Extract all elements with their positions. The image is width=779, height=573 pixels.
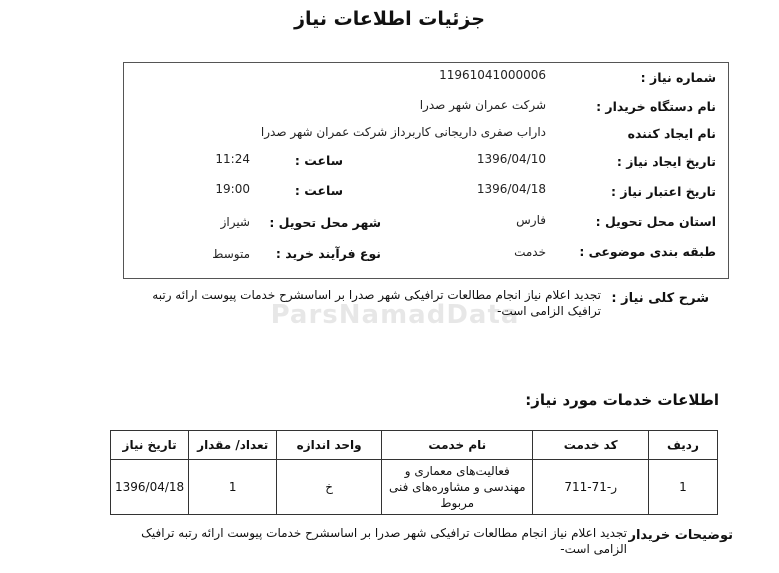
cell-quantity: 1 xyxy=(189,460,277,515)
cell-need-date: 1396/04/18 xyxy=(111,460,189,515)
valid-date-value: 1396/04/18 xyxy=(476,182,546,196)
need-number-label: شماره نیاز : xyxy=(640,70,716,85)
process-value: متوسط xyxy=(212,247,250,261)
created-time-label: ساعت : xyxy=(294,153,343,168)
description-label: شرح کلی نیاز : xyxy=(611,291,709,306)
category-value: خدمت xyxy=(514,245,546,259)
buyer-org-value: شرکت عمران شهر صدرا xyxy=(419,98,546,112)
services-header-row xyxy=(111,431,718,460)
valid-date-label: تاریخ اعتبار نیاز : xyxy=(611,184,716,199)
page-title: جزئیات اطلاعات نیاز xyxy=(294,8,485,30)
services-table xyxy=(110,430,718,515)
buyer-notes-label: توضیحات خریدار xyxy=(628,528,733,543)
need-number-value: 11961041000006 xyxy=(439,68,546,82)
header-service-code: کد خدمت xyxy=(533,431,648,460)
watermark: ParsNamadData xyxy=(270,300,520,330)
created-date-value: 1396/04/10 xyxy=(476,152,546,166)
cell-service-name: فعالیت‌های معماری و مهندسی و مشاوره‌های فنی مربوط xyxy=(382,460,533,515)
description-text: تجدید اعلام نیاز انجام مطالعات ترافیکی شهر صدرا بر اساسشرح خدمات پیوست ارائه رتبه ترافیک الزامی است- xyxy=(152,288,601,318)
valid-time-label: ساعت : xyxy=(294,183,343,198)
header-need-date: تاریخ نیاز xyxy=(111,431,189,460)
buyer-notes-text: تجدید اعلام نیاز انجام مطالعات ترافیکی شهر صدرا بر اساسشرح خدمات پیوست ارائه رتبه ترافیک الزامی است- xyxy=(141,526,627,556)
header-unit: واحد اندازه xyxy=(277,431,382,460)
valid-time-value: 19:00 xyxy=(215,182,250,196)
city-label: شهر محل تحویل : xyxy=(269,215,381,230)
services-section-title: اطلاعات خدمات مورد نیاز: xyxy=(525,391,719,409)
creator-label: نام ایجاد کننده xyxy=(627,126,716,141)
province-value: فارس xyxy=(516,213,546,227)
cell-unit: خ xyxy=(277,460,382,515)
header-service-name: نام خدمت xyxy=(382,431,533,460)
city-value: شیراز xyxy=(220,215,250,229)
header-quantity: تعداد/ مقدار xyxy=(189,431,277,460)
created-time-value: 11:24 xyxy=(215,152,250,166)
category-label: طبقه بندی موضوعی : xyxy=(579,244,716,259)
created-date-label: تاریخ ایجاد نیاز : xyxy=(616,154,716,169)
province-label: استان محل تحویل : xyxy=(595,214,716,229)
cell-row-number: 1 xyxy=(648,460,717,515)
buyer-org-label: نام دستگاه خریدار : xyxy=(596,99,716,114)
need-info-box xyxy=(123,62,729,279)
cell-service-code: ر-71-711 xyxy=(533,460,648,515)
process-label: نوع فرآیند خرید : xyxy=(275,246,381,261)
creator-value: داراب صفری داریجانی کاربرداز شرکت عمران شهر صدرا xyxy=(260,125,546,139)
header-row-number: ردیف xyxy=(648,431,717,460)
table-row xyxy=(111,460,718,515)
